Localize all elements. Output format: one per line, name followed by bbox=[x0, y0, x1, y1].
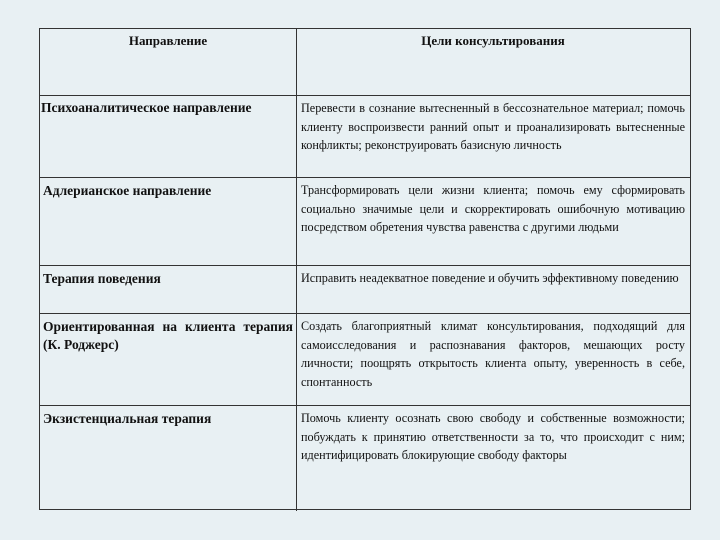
header-direction: Направление bbox=[40, 29, 297, 95]
table-row bbox=[40, 314, 690, 406]
goals-cell: Трансформировать цели жизни клиента; помочь ему сформировать социально значимые цели и скорректировать ошибочную мотивацию посредством обретения чувства равенства с другими людьми bbox=[301, 183, 685, 234]
direction-cell: Терапия поведения bbox=[40, 266, 297, 313]
direction-cell: Адлерианское направление bbox=[40, 178, 297, 265]
table-row bbox=[40, 178, 690, 266]
table-row bbox=[40, 96, 690, 178]
goals-cell: Помочь клиенту осознать свою свободу и собственные возможности; побуждать к принятию ответственности за то, что происходит с ним; идентифицировать блокирующие свободу факторы bbox=[301, 411, 685, 462]
header-goals: Цели консультирования bbox=[421, 33, 565, 48]
direction-cell bbox=[40, 314, 297, 405]
table-header-row bbox=[40, 29, 690, 96]
goals-cell: Исправить неадекватное поведение и обучить эффективному поведению bbox=[301, 271, 679, 285]
goals-cell: Создать благоприятный климат консультирования, подходящий для самоисследования и распознавания факторов, мешающих росту личности; поощрять открытость клиента опыту, уверенность в себе, спонтанность bbox=[301, 319, 685, 389]
goals-cell: Перевести в сознание вытесненный в бессознательное материал; помочь клиенту воспроизвести ранний опыт и проанализировать вытесненные конфликты; реконструировать базисную личность bbox=[301, 101, 685, 152]
counseling-goals-table bbox=[39, 28, 691, 510]
table-row bbox=[40, 406, 690, 511]
direction-cell: Экзистенциальная терапия bbox=[40, 406, 297, 511]
direction-text: Ориентированная на клиента терапия (К. Роджерс) bbox=[43, 319, 293, 352]
table-row bbox=[40, 266, 690, 314]
direction-cell: Психоаналитическое направление bbox=[40, 96, 297, 177]
